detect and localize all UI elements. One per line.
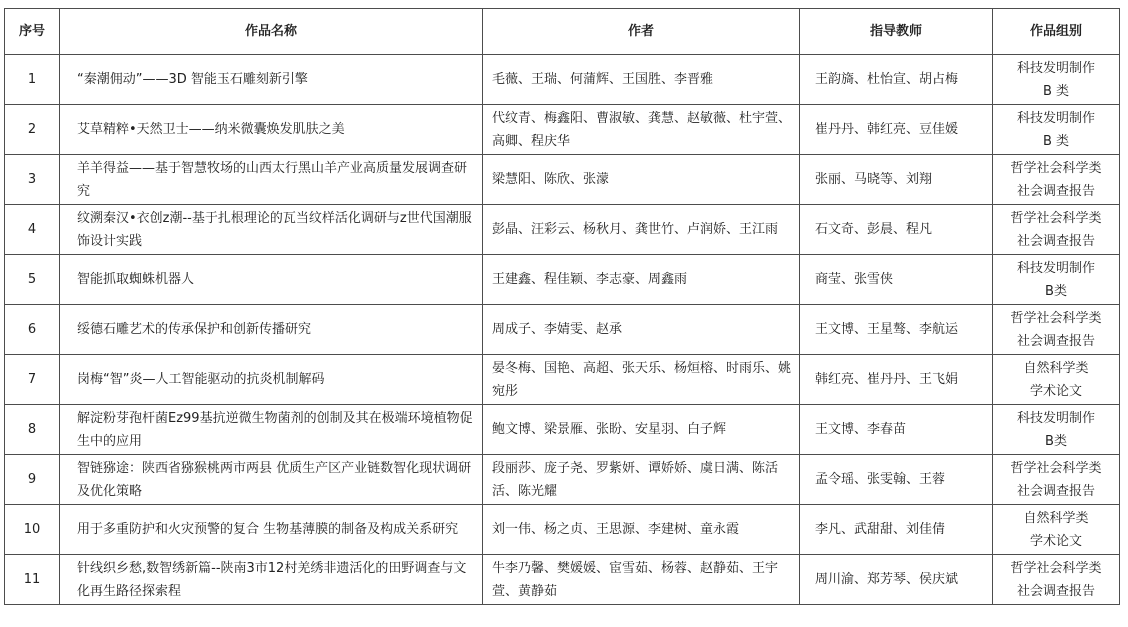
row-index: 3 xyxy=(5,155,60,205)
row-title: 绥德石雕艺术的传承保护和创新传播研究 xyxy=(60,305,483,355)
row-index: 5 xyxy=(5,255,60,305)
table-row xyxy=(5,155,1120,205)
row-advisors: 王韵旖、杜怡宣、胡占梅 xyxy=(800,55,993,105)
row-advisors: 张丽、马晓等、刘翔 xyxy=(800,155,993,205)
row-index: 8 xyxy=(5,405,60,455)
row-group-subtype: 社会调查报告 xyxy=(1016,233,1095,249)
row-index: 6 xyxy=(5,305,60,355)
awards-table xyxy=(4,8,1120,605)
row-title: 纹溯秦汉•衣创z潮--基于扎根理论的瓦当纹样活化调研与z世代国潮服饰设计实践 xyxy=(60,205,483,255)
row-title: 智能抓取蜘蛛机器人 xyxy=(60,255,483,305)
row-group-subtype: 社会调查报告 xyxy=(1016,483,1095,499)
row-index: 2 xyxy=(5,105,60,155)
table-row xyxy=(5,105,1120,155)
row-group-category: 哲学社会科学类 xyxy=(1010,560,1102,576)
row-index: 10 xyxy=(5,505,60,555)
row-group xyxy=(993,205,1120,255)
row-authors: 王建鑫、程佳颖、李志豪、周鑫雨 xyxy=(483,255,800,305)
header-title: 作品名称 xyxy=(60,9,483,55)
row-advisors: 李凡、武甜甜、刘佳倩 xyxy=(800,505,993,555)
row-title: 岗梅“智”炎—人工智能驱动的抗炎机制解码 xyxy=(60,355,483,405)
row-advisors: 王文博、王星骜、李航运 xyxy=(800,305,993,355)
row-group-category: 科技发明制作 xyxy=(1016,110,1095,126)
header-index: 序号 xyxy=(5,9,60,55)
table-row xyxy=(5,305,1120,355)
row-group-subtype: 学术论文 xyxy=(1029,533,1082,549)
row-group-category: 科技发明制作 xyxy=(1016,410,1095,426)
row-advisors: 孟令瑶、张雯翰、王蓉 xyxy=(800,455,993,505)
table-row xyxy=(5,555,1120,605)
row-group xyxy=(993,55,1120,105)
row-authors: 段丽莎、庞子尧、罗紫妍、谭娇娇、虞日满、陈活活、陈光耀 xyxy=(483,455,800,505)
row-advisors: 周川渝、郑芳琴、侯庆斌 xyxy=(800,555,993,605)
row-group xyxy=(993,155,1120,205)
row-advisors: 韩红亮、崔丹丹、王飞娟 xyxy=(800,355,993,405)
table-row xyxy=(5,355,1120,405)
table-body xyxy=(5,55,1120,605)
table-row xyxy=(5,455,1120,505)
table-row xyxy=(5,55,1120,105)
table-row xyxy=(5,405,1120,455)
row-title: 艾草精粹•天然卫士——纳米微囊焕发肌肤之美 xyxy=(60,105,483,155)
row-group-subtype: 学术论文 xyxy=(1029,383,1082,399)
row-authors: 刘一伟、杨之贞、王思源、李建树、童永霞 xyxy=(483,505,800,555)
row-authors: 晏冬梅、国艳、高超、张天乐、杨烜榕、时雨乐、姚宛彤 xyxy=(483,355,800,405)
row-advisors: 商莹、张雪侠 xyxy=(800,255,993,305)
row-group-category: 自然科学类 xyxy=(1023,360,1089,376)
row-group xyxy=(993,105,1120,155)
row-title: 智链猕途：陕西省猕猴桃两市两县 优质生产区产业链数智化现状调研及优化策略 xyxy=(60,455,483,505)
row-authors: 牛李乃馨、樊媛媛、宦雪茹、杨蓉、赵静茹、王宇萱、黄静茹 xyxy=(483,555,800,605)
header-group: 作品组别 xyxy=(993,9,1120,55)
header-row xyxy=(5,9,1120,55)
row-authors: 鲍文博、梁景雁、张盼、安星羽、白子辉 xyxy=(483,405,800,455)
row-group xyxy=(993,255,1120,305)
row-advisors: 崔丹丹、韩红亮、豆佳媛 xyxy=(800,105,993,155)
row-group xyxy=(993,505,1120,555)
row-title: 用于多重防护和火灾预警的复合 生物基薄膜的制备及构成关系研究 xyxy=(60,505,483,555)
table-header xyxy=(5,9,1120,55)
row-index: 1 xyxy=(5,55,60,105)
table-row xyxy=(5,505,1120,555)
row-group xyxy=(993,355,1120,405)
row-index: 9 xyxy=(5,455,60,505)
row-title: “秦潮佣动”——3D 智能玉石雕刻新引擎 xyxy=(60,55,483,105)
row-authors: 周成子、李婧雯、赵承 xyxy=(483,305,800,355)
row-index: 7 xyxy=(5,355,60,405)
row-group-subtype: B类 xyxy=(1045,433,1067,449)
header-authors: 作者 xyxy=(483,9,800,55)
row-index: 11 xyxy=(5,555,60,605)
row-authors: 梁慧阳、陈欣、张濛 xyxy=(483,155,800,205)
table-row xyxy=(5,205,1120,255)
row-title: 针线织乡愁,数智绣新篇--陕南3市12村羌绣非遗活化的田野调查与文化再生路径探索程 xyxy=(60,555,483,605)
row-group-category: 科技发明制作 xyxy=(1016,60,1095,76)
row-group-category: 哲学社会科学类 xyxy=(1010,160,1102,176)
row-group-subtype: 社会调查报告 xyxy=(1016,183,1095,199)
header-advisors: 指导教师 xyxy=(800,9,993,55)
row-group-subtype: B 类 xyxy=(1042,133,1070,149)
row-group-category: 科技发明制作 xyxy=(1016,260,1095,276)
row-group-category: 哲学社会科学类 xyxy=(1010,460,1102,476)
row-title: 解淀粉芽孢杆菌Ez99基抗逆微生物菌剂的创制及其在极端环境植物促生中的应用 xyxy=(60,405,483,455)
row-advisors: 石文奇、彭晨、程凡 xyxy=(800,205,993,255)
row-group-category: 哲学社会科学类 xyxy=(1010,210,1102,226)
row-group-category: 哲学社会科学类 xyxy=(1010,310,1102,326)
row-authors: 毛薇、王瑞、何蒲辉、王国胜、李晋雅 xyxy=(483,55,800,105)
row-group-subtype: B类 xyxy=(1045,283,1067,299)
row-group xyxy=(993,305,1120,355)
row-group-subtype: 社会调查报告 xyxy=(1016,333,1095,349)
row-authors: 代纹青、梅鑫阳、曹淑敏、龚慧、赵敏薇、杜宇萱、高卿、程庆华 xyxy=(483,105,800,155)
row-group xyxy=(993,455,1120,505)
table-row xyxy=(5,255,1120,305)
row-group-subtype: 社会调查报告 xyxy=(1016,583,1095,599)
row-group-subtype: B 类 xyxy=(1042,83,1070,99)
row-authors: 彭晶、汪彩云、杨秋月、龚世竹、卢润娇、王江雨 xyxy=(483,205,800,255)
row-group xyxy=(993,555,1120,605)
row-group-category: 自然科学类 xyxy=(1023,510,1089,526)
row-group xyxy=(993,405,1120,455)
row-title: 羊羊得益——基于智慧牧场的山西太行黑山羊产业高质量发展调查研究 xyxy=(60,155,483,205)
row-advisors: 王文博、李春苗 xyxy=(800,405,993,455)
row-index: 4 xyxy=(5,205,60,255)
